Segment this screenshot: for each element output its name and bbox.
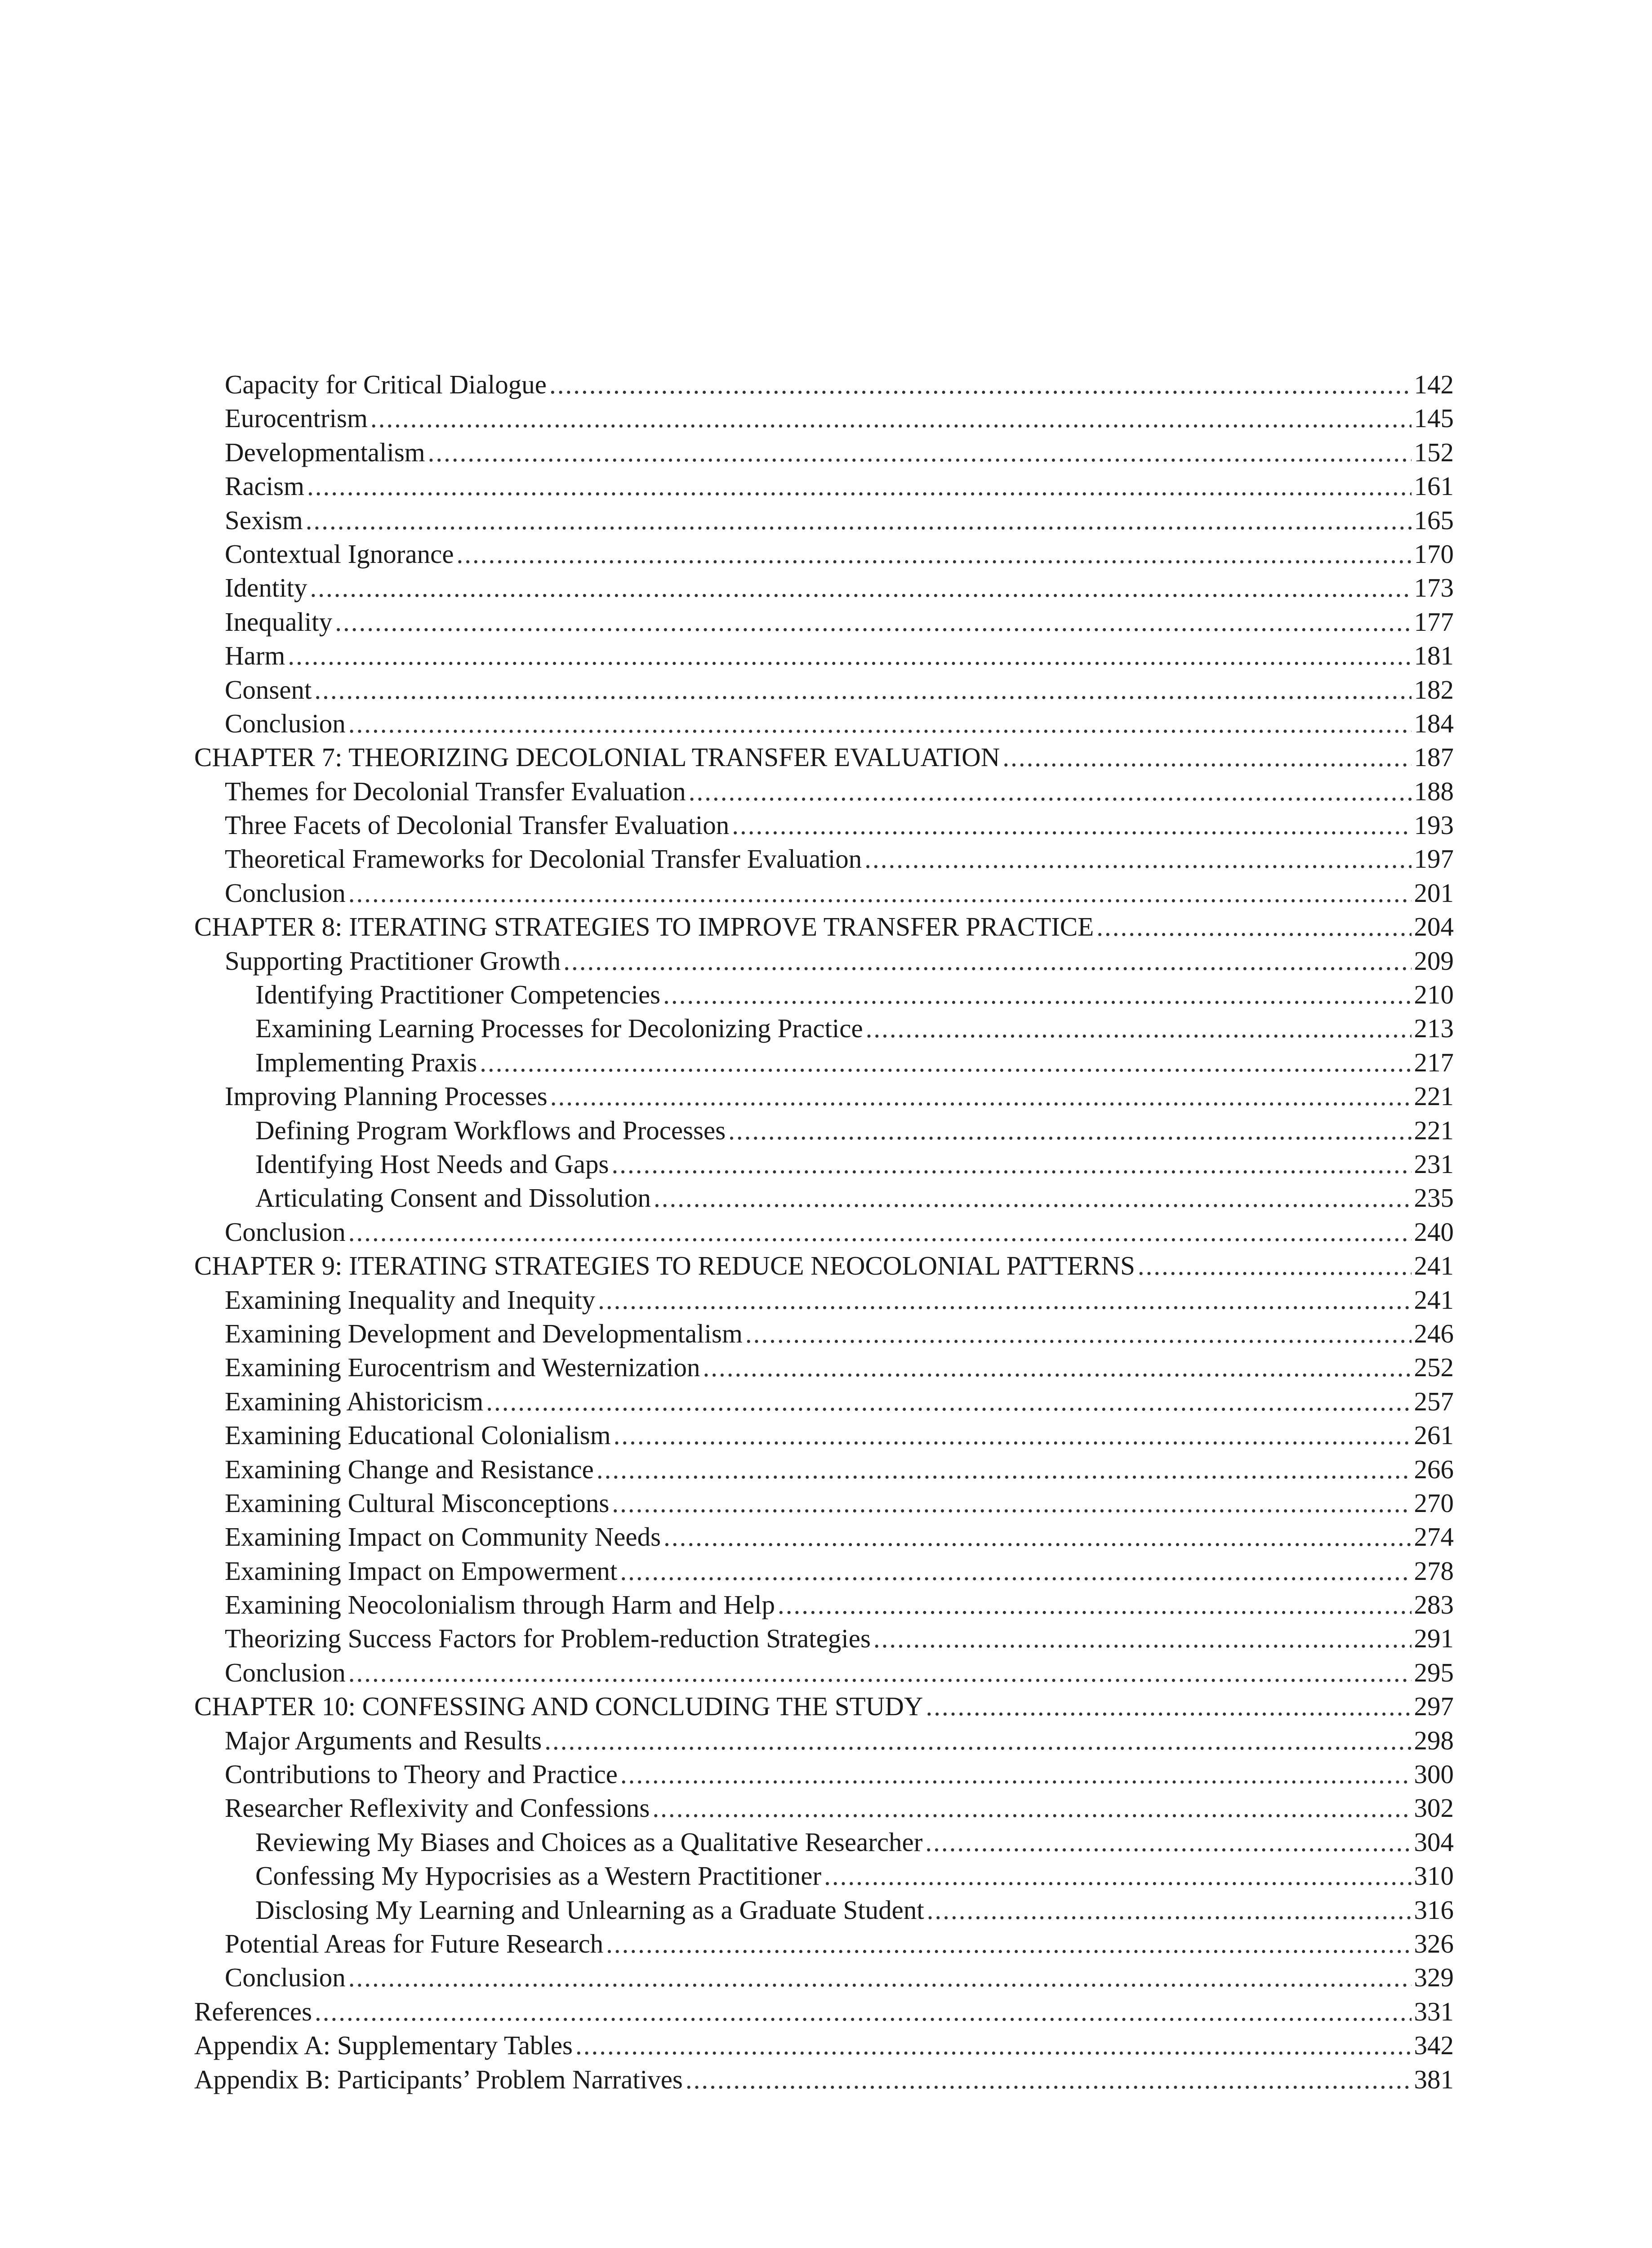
toc-entry-title: Themes for Decolonial Transfer Evaluation xyxy=(225,776,686,806)
toc-entry[interactable] xyxy=(194,1317,1454,1351)
toc-entry-title: Sexism xyxy=(225,505,303,535)
toc-entry[interactable] xyxy=(194,1825,1454,1859)
toc-entry-title: Inequality xyxy=(225,607,333,637)
toc-entry[interactable] xyxy=(194,1046,1454,1079)
toc-entry[interactable] xyxy=(194,978,1454,1012)
toc-entry-title: Examining Educational Colonialism xyxy=(225,1420,611,1450)
toc-entry[interactable] xyxy=(194,605,1454,639)
toc-entry-title: Examining Development and Developmentalism xyxy=(225,1318,743,1348)
toc-entry-title: Improving Planning Processes xyxy=(225,1081,548,1111)
toc-page-number: 295 xyxy=(1414,1657,1454,1687)
toc-dot-leader xyxy=(620,1554,1411,1588)
toc-dot-leader xyxy=(614,1418,1412,1452)
toc-entry[interactable] xyxy=(194,876,1454,910)
toc-page-number: 188 xyxy=(1414,776,1454,806)
toc-entry-title: Examining Ahistoricism xyxy=(225,1386,484,1416)
toc-entry-title: Defining Program Workflows and Processes xyxy=(255,1115,726,1145)
toc-entry-title: Examining Cultural Misconceptions xyxy=(225,1488,610,1518)
toc-page-number: 240 xyxy=(1414,1217,1454,1247)
toc-page-number: 213 xyxy=(1414,1013,1454,1044)
toc-entry[interactable] xyxy=(194,673,1454,707)
toc-entry-title: Examining Inequality and Inequity xyxy=(225,1285,596,1315)
toc-dot-leader xyxy=(663,1520,1411,1554)
toc-entry[interactable] xyxy=(194,1181,1454,1215)
toc-dot-leader xyxy=(598,1283,1411,1317)
toc-entry-title: Potential Areas for Future Research xyxy=(225,1928,604,1958)
toc-entry-title: Eurocentrism xyxy=(225,403,368,433)
toc-dot-leader xyxy=(728,1114,1411,1147)
table-of-contents xyxy=(194,368,1454,2096)
toc-page-number: 297 xyxy=(1414,1691,1454,1722)
toc-entry[interactable] xyxy=(194,469,1454,503)
toc-entry[interactable] xyxy=(194,944,1454,978)
toc-dot-leader xyxy=(612,1147,1412,1181)
toc-page-number: 302 xyxy=(1414,1793,1454,1823)
toc-page-number: 165 xyxy=(1414,505,1454,535)
toc-entry-title: Conclusion xyxy=(225,878,346,908)
toc-page-number: 300 xyxy=(1414,1759,1454,1789)
toc-entry-title: Major Arguments and Results xyxy=(225,1725,542,1755)
toc-entry[interactable] xyxy=(194,436,1454,469)
toc-entry[interactable] xyxy=(194,1520,1454,1554)
toc-page-number: 310 xyxy=(1414,1861,1454,1891)
toc-entry-title: Reviewing My Biases and Choices as a Qualitative Researcher xyxy=(255,1827,923,1857)
toc-entry[interactable] xyxy=(194,707,1454,740)
toc-entry[interactable] xyxy=(194,571,1454,605)
toc-page-number: 201 xyxy=(1414,878,1454,908)
toc-page-number: 331 xyxy=(1414,1996,1454,2026)
toc-entry[interactable] xyxy=(194,775,1454,808)
toc-dot-leader xyxy=(703,1351,1412,1384)
toc-entry-title: Conclusion xyxy=(225,1217,346,1247)
toc-page-number: 152 xyxy=(1414,437,1454,467)
toc-dot-leader xyxy=(866,1012,1412,1045)
toc-entry-title: Contributions to Theory and Practice xyxy=(225,1759,618,1789)
toc-dot-leader xyxy=(549,368,1412,401)
toc-entry[interactable] xyxy=(194,1893,1454,1927)
toc-page-number: 316 xyxy=(1414,1895,1454,1925)
toc-entry[interactable] xyxy=(194,740,1454,774)
toc-entry-title: CHAPTER 7: THEORIZING DECOLONIAL TRANSFER EVALUATION xyxy=(194,742,1000,772)
toc-entry-title: Examining Change and Resistance xyxy=(225,1454,594,1484)
toc-entry[interactable] xyxy=(194,808,1454,842)
toc-dot-leader xyxy=(732,808,1411,842)
toc-entry[interactable] xyxy=(194,1147,1454,1181)
toc-dot-leader xyxy=(824,1859,1411,1893)
toc-page-number: 221 xyxy=(1414,1081,1454,1111)
toc-dot-leader xyxy=(307,469,1412,503)
toc-dot-leader xyxy=(575,2029,1412,2062)
toc-page-number: 181 xyxy=(1414,641,1454,671)
toc-page-number: 261 xyxy=(1414,1420,1454,1450)
toc-dot-leader xyxy=(550,1079,1412,1113)
toc-dot-leader xyxy=(612,1486,1411,1520)
toc-entry-title: Disclosing My Learning and Unlearning as a Graduate Student xyxy=(255,1895,924,1925)
toc-entry-title: Appendix B: Participants’ Problem Narratives xyxy=(194,2064,683,2094)
toc-page-number: 142 xyxy=(1414,370,1454,399)
toc-page-number: 187 xyxy=(1414,742,1454,772)
toc-entry[interactable] xyxy=(194,504,1454,537)
toc-entry-title: CHAPTER 9: ITERATING STRATEGIES TO REDUCE NEOCOLONIAL PATTERNS xyxy=(194,1251,1135,1281)
toc-dot-leader xyxy=(620,1757,1412,1791)
toc-dot-leader xyxy=(348,1961,1412,1994)
toc-page-number: 182 xyxy=(1414,674,1454,705)
toc-entry-title: Articulating Consent and Dissolution xyxy=(255,1183,651,1213)
toc-page-number: 204 xyxy=(1414,912,1454,942)
toc-page-number: 209 xyxy=(1414,946,1454,976)
toc-dot-leader xyxy=(348,1215,1412,1249)
toc-entry-title: Consent xyxy=(225,674,312,705)
toc-entry[interactable] xyxy=(194,1690,1454,1723)
toc-entry[interactable] xyxy=(194,1656,1454,1690)
toc-entry-title: Conclusion xyxy=(225,1657,346,1687)
toc-dot-leader xyxy=(314,673,1411,707)
toc-entry[interactable] xyxy=(194,1418,1454,1452)
toc-page-number: 235 xyxy=(1414,1183,1454,1213)
toc-page-number: 221 xyxy=(1414,1115,1454,1145)
toc-page-number: 326 xyxy=(1414,1928,1454,1958)
toc-entry-title: Harm xyxy=(225,641,285,671)
toc-entry-title: Supporting Practitioner Growth xyxy=(225,946,561,976)
toc-entry[interactable] xyxy=(194,368,1454,401)
toc-entry-title: Examining Impact on Community Needs xyxy=(225,1522,661,1552)
toc-entry[interactable] xyxy=(194,2029,1454,2062)
toc-page-number: 184 xyxy=(1414,708,1454,738)
toc-entry-title: Examining Impact on Empowerment xyxy=(225,1556,618,1586)
toc-entry-title: Confessing My Hypocrisies as a Western Practitioner xyxy=(255,1861,822,1891)
toc-entry[interactable] xyxy=(194,1215,1454,1249)
toc-dot-leader xyxy=(306,504,1412,537)
toc-dot-leader xyxy=(1138,1249,1412,1283)
toc-entry[interactable] xyxy=(194,1486,1454,1520)
toc-dot-leader xyxy=(686,2063,1412,2096)
toc-page-number: 270 xyxy=(1414,1488,1454,1518)
toc-page-number: 170 xyxy=(1414,539,1454,569)
toc-dot-leader xyxy=(335,605,1411,639)
toc-page-number: 274 xyxy=(1414,1522,1454,1552)
toc-dot-leader xyxy=(652,1791,1411,1825)
toc-entry[interactable] xyxy=(194,1283,1454,1317)
toc-dot-leader xyxy=(348,876,1412,910)
toc-page-number: 291 xyxy=(1414,1624,1454,1654)
toc-entry-title: Conclusion xyxy=(225,708,346,738)
toc-entry[interactable] xyxy=(194,842,1454,876)
toc-entry[interactable] xyxy=(194,1453,1454,1486)
toc-entry-title: Implementing Praxis xyxy=(255,1047,477,1077)
toc-dot-leader xyxy=(563,944,1411,978)
toc-entry[interactable] xyxy=(194,1859,1454,1893)
toc-page-number: 193 xyxy=(1414,810,1454,840)
toc-dot-leader xyxy=(348,707,1412,740)
toc-dot-leader xyxy=(873,1622,1412,1655)
toc-page-number: 257 xyxy=(1414,1386,1454,1416)
toc-page-number: 342 xyxy=(1414,2030,1454,2061)
toc-page-number: 241 xyxy=(1414,1285,1454,1315)
toc-entry[interactable] xyxy=(194,1588,1454,1622)
toc-entry-title: Examining Eurocentrism and Westernization xyxy=(225,1352,700,1383)
toc-page-number: 304 xyxy=(1414,1827,1454,1857)
toc-entry-title: Examining Learning Processes for Decolonizing Practice xyxy=(255,1013,863,1044)
toc-page-number: 298 xyxy=(1414,1725,1454,1755)
toc-dot-leader xyxy=(925,1825,1411,1859)
toc-entry-title: Appendix A: Supplementary Tables xyxy=(194,2030,573,2061)
toc-dot-leader xyxy=(310,571,1412,605)
toc-dot-leader xyxy=(370,401,1412,435)
toc-page-number: 283 xyxy=(1414,1590,1454,1620)
toc-dot-leader xyxy=(544,1724,1411,1757)
toc-entry-title: Examining Neocolonialism through Harm and Help xyxy=(225,1590,775,1620)
toc-entry-title: CHAPTER 8: ITERATING STRATEGIES TO IMPROVE TRANSFER PRACTICE xyxy=(194,912,1094,942)
toc-entry-title: Theorizing Success Factors for Problem-reduction Strategies xyxy=(225,1624,871,1654)
toc-dot-leader xyxy=(1096,910,1411,944)
toc-page-number: 145 xyxy=(1414,403,1454,433)
toc-entry[interactable] xyxy=(194,1961,1454,1994)
toc-entry[interactable] xyxy=(194,1724,1454,1757)
toc-entry[interactable] xyxy=(194,1385,1454,1418)
toc-entry[interactable] xyxy=(194,639,1454,673)
toc-entry-title: Capacity for Critical Dialogue xyxy=(225,370,547,399)
toc-dot-leader xyxy=(597,1453,1412,1486)
toc-entry-title: Conclusion xyxy=(225,1963,346,1993)
toc-page-number: 329 xyxy=(1414,1963,1454,1993)
toc-dot-leader xyxy=(926,1690,1412,1723)
toc-page-number: 381 xyxy=(1414,2064,1454,2094)
toc-page-number: 252 xyxy=(1414,1352,1454,1383)
toc-page-number: 241 xyxy=(1414,1251,1454,1281)
toc-entry[interactable] xyxy=(194,910,1454,944)
toc-page-number: 266 xyxy=(1414,1454,1454,1484)
toc-entry-title: Theoretical Frameworks for Decolonial Transfer Evaluation xyxy=(225,844,862,874)
toc-entry[interactable] xyxy=(194,1622,1454,1655)
toc-entry-title: Identity xyxy=(225,573,307,603)
toc-entry-title: Three Facets of Decolonial Transfer Evaluation xyxy=(225,810,730,840)
toc-page-number: 173 xyxy=(1414,573,1454,603)
toc-dot-leader xyxy=(480,1046,1411,1079)
toc-page-number: 217 xyxy=(1414,1047,1454,1077)
toc-entry[interactable] xyxy=(194,1791,1454,1825)
toc-entry[interactable] xyxy=(194,1757,1454,1791)
toc-entry[interactable] xyxy=(194,1927,1454,1961)
toc-entry[interactable] xyxy=(194,1554,1454,1588)
toc-entry-title: References xyxy=(194,1996,312,2026)
toc-page-number: 246 xyxy=(1414,1318,1454,1348)
toc-dot-leader xyxy=(288,639,1411,673)
toc-page-number: 197 xyxy=(1414,844,1454,874)
toc-dot-leader xyxy=(689,775,1412,808)
toc-dot-leader xyxy=(428,436,1412,469)
toc-dot-leader xyxy=(864,842,1411,876)
toc-entry-title: Identifying Host Needs and Gaps xyxy=(255,1149,609,1179)
toc-dot-leader xyxy=(1002,740,1411,774)
toc-dot-leader xyxy=(663,978,1411,1012)
toc-entry[interactable] xyxy=(194,1995,1454,2029)
toc-dot-leader xyxy=(778,1588,1412,1622)
toc-entry-title: CHAPTER 10: CONFESSING AND CONCLUDING THE STUDY xyxy=(194,1691,923,1722)
toc-entry-title: Racism xyxy=(225,471,304,501)
toc-dot-leader xyxy=(606,1927,1411,1961)
toc-page-number: 231 xyxy=(1414,1149,1454,1179)
toc-dot-leader xyxy=(745,1317,1412,1351)
toc-dot-leader xyxy=(927,1893,1412,1927)
toc-entry-title: Identifying Practitioner Competencies xyxy=(255,980,661,1010)
toc-entry[interactable] xyxy=(194,1079,1454,1113)
toc-entry-title: Contextual Ignorance xyxy=(225,539,454,569)
toc-entry-title: Researcher Reflexivity and Confessions xyxy=(225,1793,650,1823)
toc-dot-leader xyxy=(348,1656,1412,1690)
toc-page-number: 161 xyxy=(1414,471,1454,501)
toc-entry[interactable] xyxy=(194,401,1454,435)
toc-page-number: 278 xyxy=(1414,1556,1454,1586)
toc-dot-leader xyxy=(315,1995,1411,2029)
toc-entry[interactable] xyxy=(194,1249,1454,1283)
toc-entry[interactable] xyxy=(194,537,1454,571)
toc-dot-leader xyxy=(457,537,1412,571)
toc-entry[interactable] xyxy=(194,2063,1454,2096)
toc-page-number: 210 xyxy=(1414,980,1454,1010)
toc-page-number: 177 xyxy=(1414,607,1454,637)
toc-dot-leader xyxy=(654,1181,1411,1215)
toc-dot-leader xyxy=(486,1385,1411,1418)
toc-entry[interactable] xyxy=(194,1114,1454,1147)
toc-entry[interactable] xyxy=(194,1351,1454,1384)
toc-entry-title: Developmentalism xyxy=(225,437,425,467)
toc-entry[interactable] xyxy=(194,1012,1454,1045)
